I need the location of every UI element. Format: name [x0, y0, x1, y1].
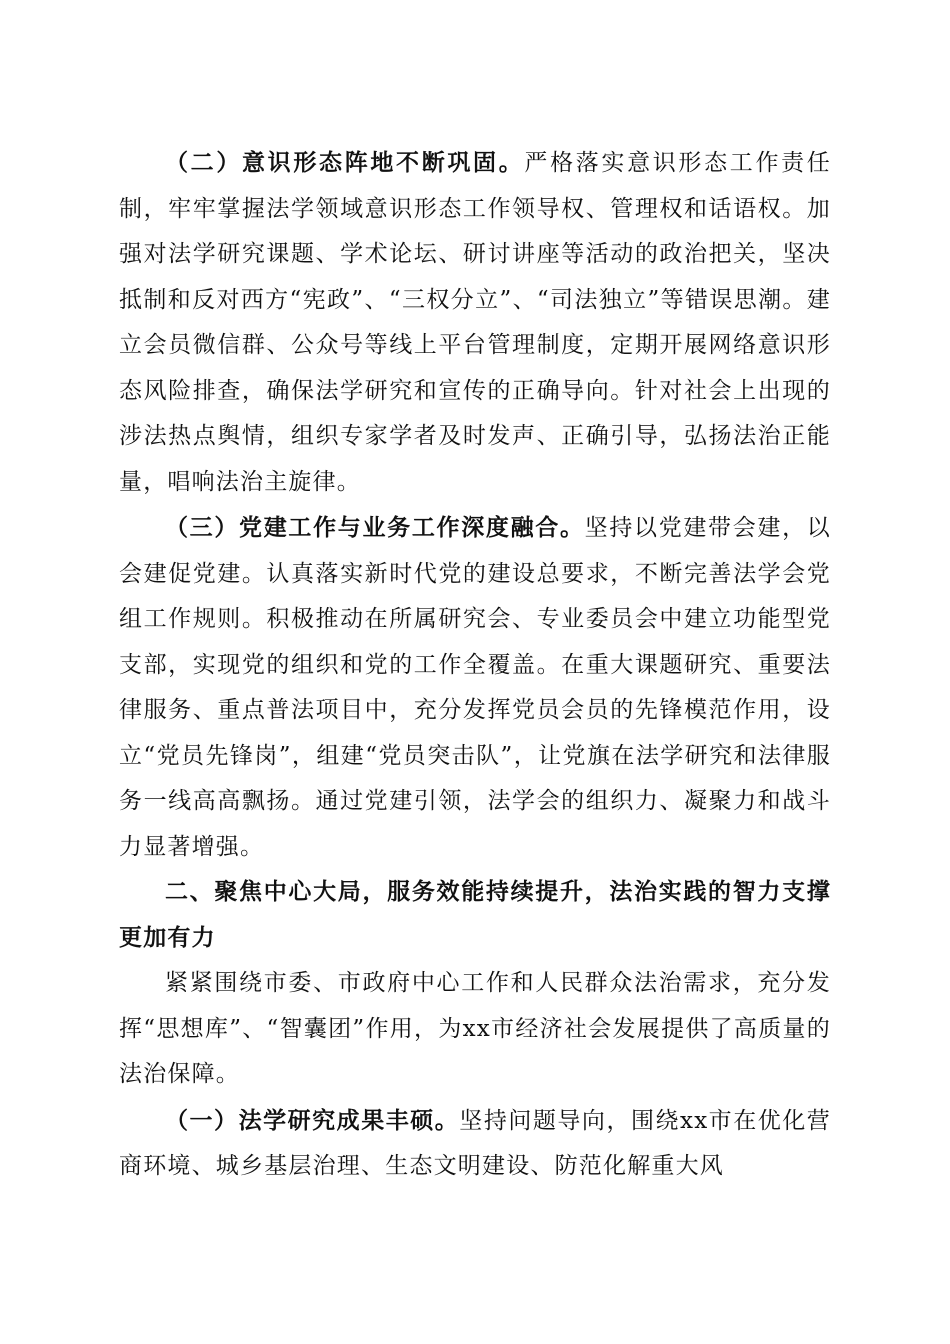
- paragraph-lead: （二）意识形态阵地不断巩固。: [165, 149, 525, 176]
- paragraph-research: [119, 1098, 831, 1190]
- paragraph-lead: （一）法学研究成果丰硕。: [165, 1106, 460, 1134]
- paragraph-party-building: [119, 505, 831, 870]
- paragraph-lead: （三）党建工作与业务工作深度融合。: [165, 514, 585, 541]
- section-heading: 二、聚焦中心大局，服务效能持续提升，法治实践的智力支撑更加有力: [119, 879, 831, 951]
- document-body: [119, 140, 831, 1190]
- section-intro: 紧紧围绕市委、市政府中心工作和人民群众法治需求，充分发挥“思想库”、“智囊团”作用，为xx市经济社会发展提供了高质量的法治保障。: [119, 970, 831, 1087]
- paragraph-text: 坚持以党建带会建，以会建促党建。认真落实新时代党的建设总要求，不断完善法学会党组工作规则。积极推动在所属研究会、专业委员会中建立功能型党支部，实现党的组织和党的工作全覆盖。在重大课题研究、重要法律服务、重点普法项目中，充分发挥党员会员的先锋模范作用，设立“党员先锋岗”，组建“党员突击队”，让党旗在法学研究和法律服务一线高高飘扬。通过党建引领，法学会的组织力、凝聚力和战斗力显著增强。: [119, 515, 831, 860]
- paragraph-ideology: [119, 140, 831, 505]
- paragraph-text: 严格落实意识形态工作责任制，牢牢掌握法学领域意识形态工作领导权、管理权和话语权。加强对法学研究课题、学术论坛、研讨讲座等活动的政治把关，坚决抵制和反对西方“宪政”、“三权分立”、“司法独立”等错误思潮。建立会员微信群、公众号等线上平台管理制度，定期开展网络意识形态风险排查，确保法学研究和宣传的正确导向。针对社会上出现的涉法热点舆情，组织专家学者及时发声、正确引导，弘扬法治正能量，唱响法治主旋律。: [119, 150, 831, 495]
- paragraph-text: 坚持问题导向，围绕xx市在优化营商环境、城乡基层治理、生态文明建设、防范化解重大风: [119, 1107, 831, 1179]
